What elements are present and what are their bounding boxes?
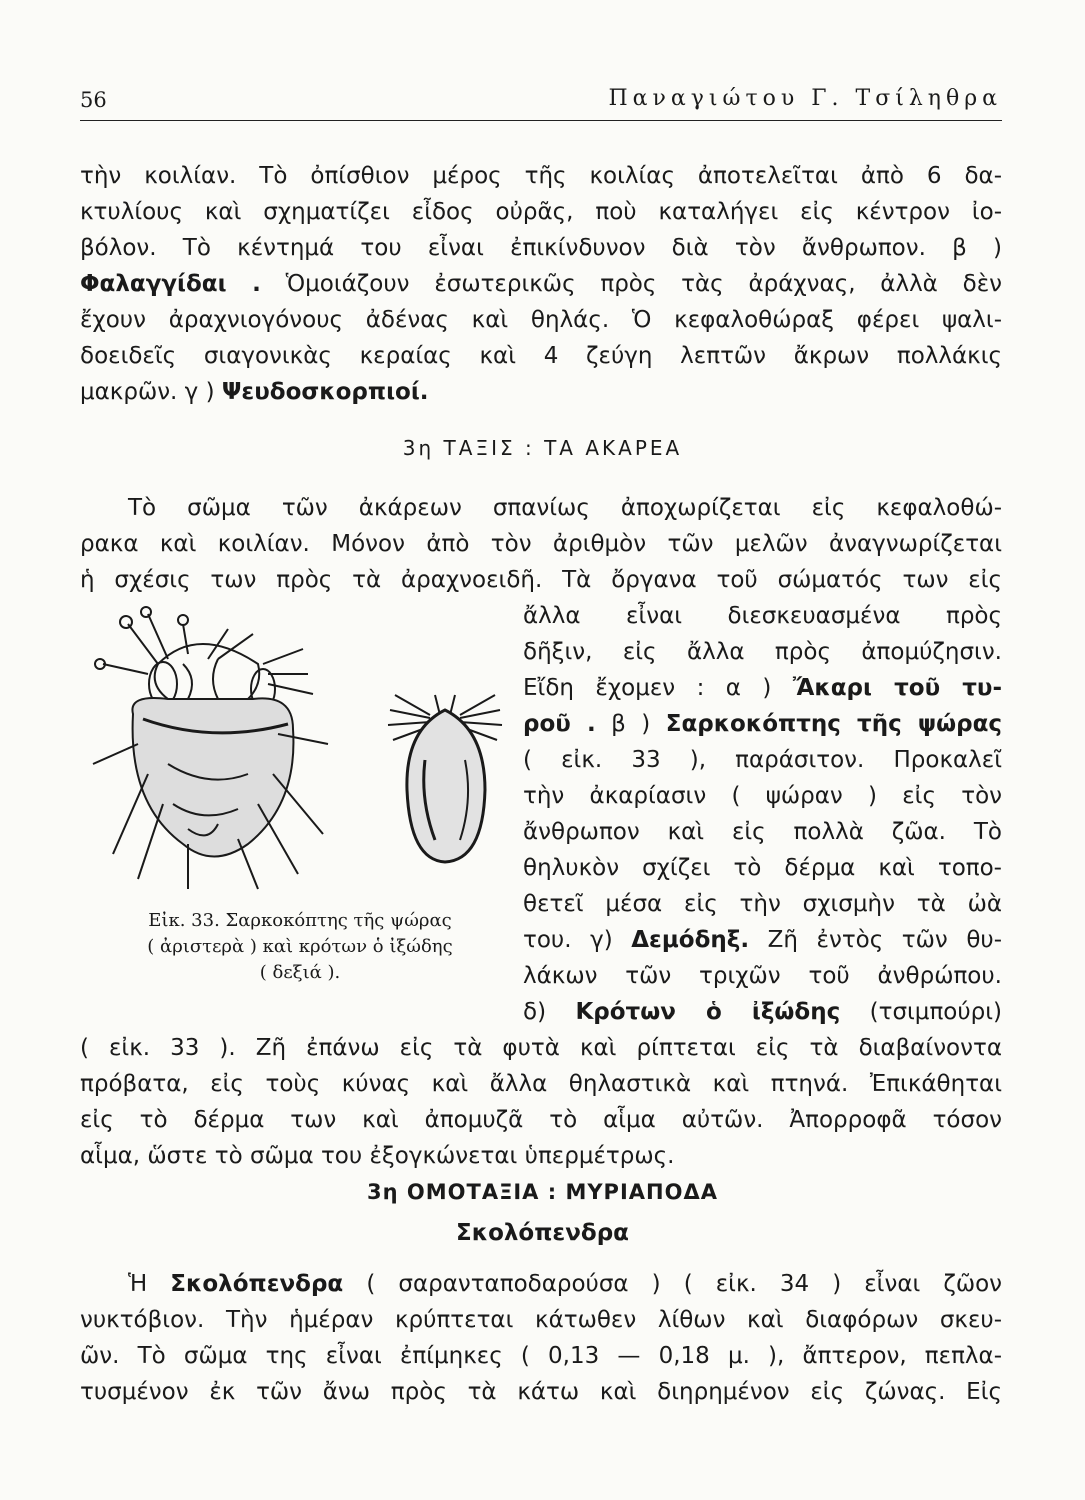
text-line: κτυλίους καὶ σχηματίζει εἶδος οὐρᾶς, ποὺ καταλήγει εἰς κέντρον ἰο-: [80, 199, 1002, 225]
text-span: (τσιμπούρι): [869, 999, 1003, 1025]
text-line: εἰς τὸ δέρμα των καὶ ἀπομυζᾶ τὸ αἷμα αὐτῶν. Ἀπορροφᾶ τόσον: [80, 1107, 1002, 1133]
text-span: μακρῶν. γ ): [80, 379, 215, 405]
text-line: Τὸ σῶμα τῶν ἀκάρεων σπανίως ἀποχωρίζεται εἰς κεφαλοθώ-: [128, 495, 1002, 521]
text-line: τὴν ἀκαρίασιν ( ψώραν ) εἰς τὸν: [523, 783, 1002, 809]
text-line: νυκτόβιον. Τὴν ἡμέραν κρύπτεται κάτωθεν λίθων καὶ διαφόρων σκευ-: [80, 1307, 1002, 1333]
text-line: [80, 1266, 1002, 1302]
text-line: ( εἰκ. 33 ), παράσιτον. Προκαλεῖ: [523, 747, 1002, 773]
text-line: αἷμα, ὥστε τὸ σῶμα του ἐξογκώνεται ὑπερμέτρως.: [80, 1143, 675, 1169]
text-line: ἡ σχέσις των πρὸς τὰ ἀραχνοειδῆ. Τὰ ὄργανα τοῦ σώματός των εἰς: [80, 567, 1002, 593]
term-scolopendra: Σκολόπενδρα: [170, 1271, 344, 1297]
text-line: ἄνθρωπον καὶ εἰς πολλὰ ζῶα. Τὸ: [523, 819, 1002, 845]
text-line: [80, 374, 1002, 410]
text-line: [80, 266, 1002, 302]
text-line: ῶν. Τὸ σῶμα της εἶναι ἐπίμηκες ( 0,13 — 0,18 μ. ), ἄπτερον, πεπλα-: [80, 1343, 1002, 1369]
text-line: πρόβατα, εἰς τοὺς κύνας καὶ ἄλλα θηλαστικὰ καὶ πτηνά. Ἐπικάθηται: [80, 1071, 1002, 1097]
caption-line: ( δεξιά ).: [259, 962, 341, 983]
subsection-title-scolopendra: Σκολόπενδρα: [456, 1220, 629, 1246]
running-head-author: Παναγιώτου Γ. Τσίληθρα: [608, 86, 1002, 111]
section-heading-myriapoda: 3η ΟΜΟΤΑΞΙΑ : ΜΥΡΙΑΠΟΔΑ: [367, 1180, 718, 1204]
text-line: θηλυκὸν σχίζει τὸ δέρμα καὶ τοπο-: [523, 855, 1002, 881]
term-falaggidai: Φαλαγγίδαι .: [80, 271, 261, 297]
text-line: ( εἰκ. 33 ). Ζῆ ἐπάνω εἰς τὰ φυτὰ καὶ ρίπτεται εἰς τὰ διαβαίνοντα: [80, 1035, 1002, 1061]
text-line: ἄλλα εἶναι διεσκευασμένα πρὸς: [523, 603, 1002, 629]
text-line: [523, 670, 1002, 706]
text-span: Ἡ: [128, 1271, 148, 1297]
text-span: Ὁμοιάζουν ἐσωτερικῶς πρὸς τὰς ἀράχνας, ἀλλὰ δὲν: [285, 271, 1002, 297]
section-heading-akarea: 3η ΤΑΞΙΣ : ΤΑ ΑΚΑΡΕΑ: [402, 436, 683, 460]
page-header: [80, 84, 1002, 121]
paragraph-mites-species: [523, 598, 1002, 1030]
text-line: [523, 706, 1002, 742]
term-akari-tyrou: Ἄκαρι τοῦ τυ-: [792, 675, 1003, 701]
text-span: Εἴδη ἔχομεν : α ): [523, 675, 772, 701]
paragraph-scorpions-continued: [80, 158, 1002, 410]
paragraph-tick: [80, 1030, 1002, 1174]
term-akari-tyrou-end: ροῦ .: [523, 711, 596, 737]
text-line: λάκων τῶν τριχῶν τοῦ ἀνθρώπου.: [523, 963, 1002, 989]
caption-line: ( ἀριστερὰ ) καὶ κρότων ὁ ἰξώδης: [147, 936, 453, 957]
text-span: του. γ): [523, 927, 613, 953]
text-line: ἔχουν ἀραχνιογόνους ἀδένας καὶ θηλάς. Ὁ κεφαλοθώραξ φέρει ψαλι-: [80, 307, 1002, 333]
text-span: ( σαρανταποδαρούσα ) ( εἰκ. 34 ) εἶναι ζῶον: [366, 1271, 1003, 1297]
paragraph-scolopendra: [80, 1266, 1002, 1410]
text-line: δῆξιν, εἰς ἄλλα πρὸς ἀπομύζησιν.: [523, 639, 1002, 665]
text-line: τυσμένον ἐκ τῶν ἄνω πρὸς τὰ κάτω καὶ διηρημένον εἰς ζώνας. Εἰς: [80, 1379, 1002, 1405]
caption-line: Εἰκ. 33. Σαρκοκόπτης τῆς ψώρας: [148, 910, 452, 931]
paragraph-mites-intro: [80, 490, 1002, 598]
text-span: Ζῆ ἐντὸς τῶν θυ-: [767, 927, 1002, 953]
text-span: β ): [611, 711, 651, 737]
itch-mite-illustration: [88, 604, 348, 894]
term-demodex: Δεμόδηξ.: [631, 927, 750, 953]
page-number: 56: [80, 88, 107, 112]
text-line: [523, 994, 1002, 1030]
text-line: ρακα καὶ κοιλίαν. Μόνον ἀπὸ τὸν ἀριθμὸν τῶν μελῶν ἀναγνωρίζεται: [80, 531, 1002, 557]
tick-illustration: [385, 690, 505, 870]
term-kroton: Κρότων ὁ ἰξώδης: [575, 999, 841, 1025]
text-line: [523, 922, 1002, 958]
text-line: θετεῖ μέσα εἰς τὴν σχισμὴν τὰ ὠὰ: [523, 891, 1002, 917]
text-line: δοειδεῖς σιαγονικὰς κεραίας καὶ 4 ζεύγη λεπτῶν ἄκρων πολλάκις: [80, 343, 1002, 369]
text-line: βόλον. Τὸ κέντημά του εἶναι ἐπικίνδυνον διὰ τὸν ἄνθρωπον. β ): [80, 235, 1002, 261]
term-sarkokoptis: Σαρκοκόπτης τῆς ψώρας: [665, 711, 1003, 737]
figure-caption: [100, 908, 500, 986]
text-span: δ): [523, 999, 547, 1025]
term-pseudoscorpions: Ψευδοσκορπιοί.: [221, 379, 429, 405]
text-line: τὴν κοιλίαν. Τὸ ὀπίσθιον μέρος τῆς κοιλίας ἀποτελεῖται ἀπὸ 6 δα-: [80, 163, 1002, 189]
